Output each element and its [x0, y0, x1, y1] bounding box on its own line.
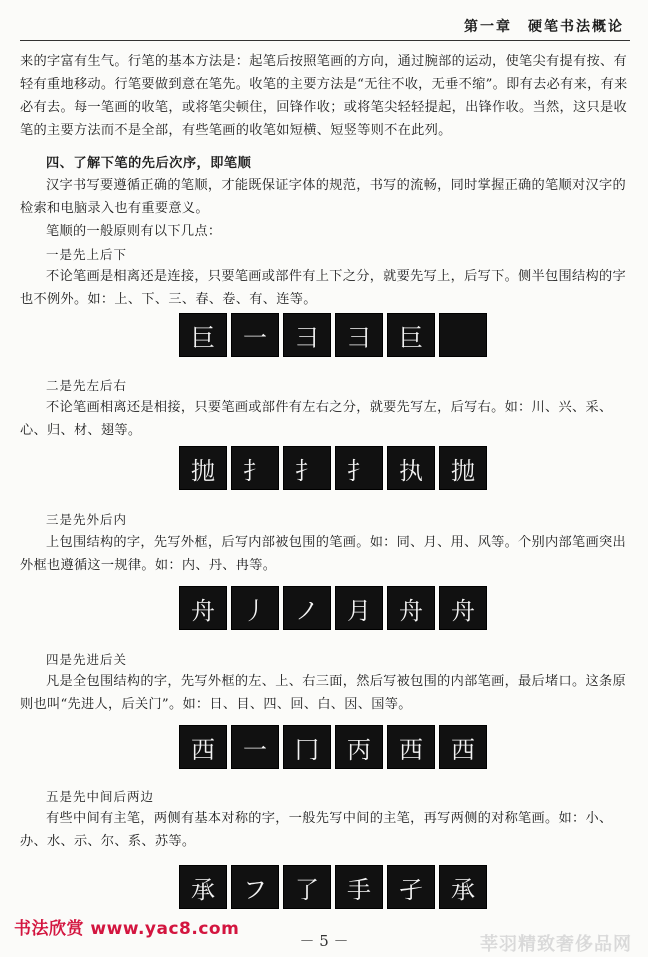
paragraph-principles-intro: 笔顺的一般原则有以下几点： — [46, 224, 222, 239]
stroke-box: フ — [231, 865, 279, 909]
stroke-box: 丿 — [231, 586, 279, 630]
page-header — [20, 14, 630, 41]
rule-4-text: 凡是全包围结构的字，先写外框的左、上、右三面，然后写被包围的内部笔画，最后堵口。这条原则也叫“先进人，后关门”。如：日、目、四、回、白、因、国等。 — [20, 674, 626, 712]
chapter-title: 第一章 硬笔书法概论 — [464, 19, 624, 35]
stroke-order-row-2 — [179, 446, 487, 490]
stroke-box: 冂 — [283, 725, 331, 769]
site-watermark-link[interactable]: 书法欣赏 www.yac8.com — [14, 919, 240, 939]
rule-2-text: 不论笔画相离还是相接，只要笔画或部件有左右之分，就要先写左，后写右。如：川、兴、采、心、归、材、翅等。 — [20, 400, 613, 438]
rule-5-text: 有些中间有主笔，两侧有基本对称的字，一般先写中间的主笔，再写两侧的对称笔画。如：小、办、水、示、尔、系、苏等。 — [20, 811, 613, 849]
stroke-box: 扌 — [283, 446, 331, 490]
rule-4-title: 四是先进后关 — [46, 652, 128, 667]
rule-1-title: 一是先上后下 — [46, 247, 128, 262]
stroke-order-row-3 — [179, 586, 487, 630]
stroke-box: 月 — [335, 586, 383, 630]
stroke-box: 舟 — [439, 586, 487, 630]
stroke-box: 西 — [387, 725, 435, 769]
stroke-box: 西 — [179, 725, 227, 769]
paragraph-stroke-order-intro: 汉字书写要遵循正确的笔顺，才能既保证字体的规范，书写的流畅，同时掌握正确的笔顺对汉字的检索和电脑录入也有重要意义。 — [20, 178, 626, 216]
stroke-box: 舟 — [179, 586, 227, 630]
stroke-box: 一 — [231, 725, 279, 769]
corner-watermark: 莘羽精致奢侈品网 — [480, 934, 632, 955]
stroke-box: 扌 — [231, 446, 279, 490]
rule-3-title: 三是先外后内 — [46, 512, 128, 527]
stroke-box: 一 — [231, 313, 279, 357]
rule-1-text: 不论笔画是相离还是连接，只要笔画或部件有上下之分，就要先写上，后写下。侧半包围结构的字也不例外。如：上、下、三、春、卷、有、连等。 — [20, 269, 626, 307]
stroke-order-row-4 — [179, 725, 487, 769]
stroke-box: 彐 — [335, 313, 383, 357]
stroke-box: 巨 — [179, 313, 227, 357]
stroke-box: ノ — [283, 586, 331, 630]
stroke-box: 巨 — [387, 313, 435, 357]
rule-2-title: 二是先左后右 — [46, 378, 128, 393]
stroke-box — [439, 313, 487, 357]
page-number: － 5 － — [299, 932, 349, 950]
stroke-box: 手 — [335, 865, 383, 909]
section-heading-stroke-order: 四、了解下笔的先后次序，即笔顺 — [46, 156, 252, 171]
paragraph-stroke-method: 来的字富有生气。行笔的基本方法是：起笔后按照笔画的方向，通过腕部的运动，使笔尖有提有按、有轻有重地移动。行笔要做到意在笔先。收笔的主要方法是“无往不收，无垂不缩”。即有去必有来，有来必有去。每一笔画的收笔，或将笔尖顿住，回锋作收；或将笔尖轻轻提起，出锋作收。当然，这只是收笔的主要方法而不是全部，有些笔画的收笔如短横、短竖等则不在此列。 — [20, 54, 628, 138]
rule-5-title: 五是先中间后两边 — [46, 789, 155, 804]
stroke-box: 承 — [439, 865, 487, 909]
stroke-box: 丙 — [335, 725, 383, 769]
stroke-box: 承 — [179, 865, 227, 909]
stroke-box: 舟 — [387, 586, 435, 630]
stroke-box: 抛 — [439, 446, 487, 490]
stroke-box: 扌 — [335, 446, 383, 490]
stroke-order-row-5 — [179, 865, 487, 909]
rule-3-text: 上包围结构的字，先写外框，后写内部被包围的笔画。如：同、月、用、风等。个别内部笔画突出外框也遵循这一规律。如：内、丹、冉等。 — [20, 535, 626, 573]
stroke-order-row-1 — [179, 313, 487, 357]
stroke-box: 执 — [387, 446, 435, 490]
stroke-box: 彐 — [283, 313, 331, 357]
stroke-box: 抛 — [179, 446, 227, 490]
stroke-box: 孑 — [387, 865, 435, 909]
stroke-box: 了 — [283, 865, 331, 909]
stroke-box: 西 — [439, 725, 487, 769]
